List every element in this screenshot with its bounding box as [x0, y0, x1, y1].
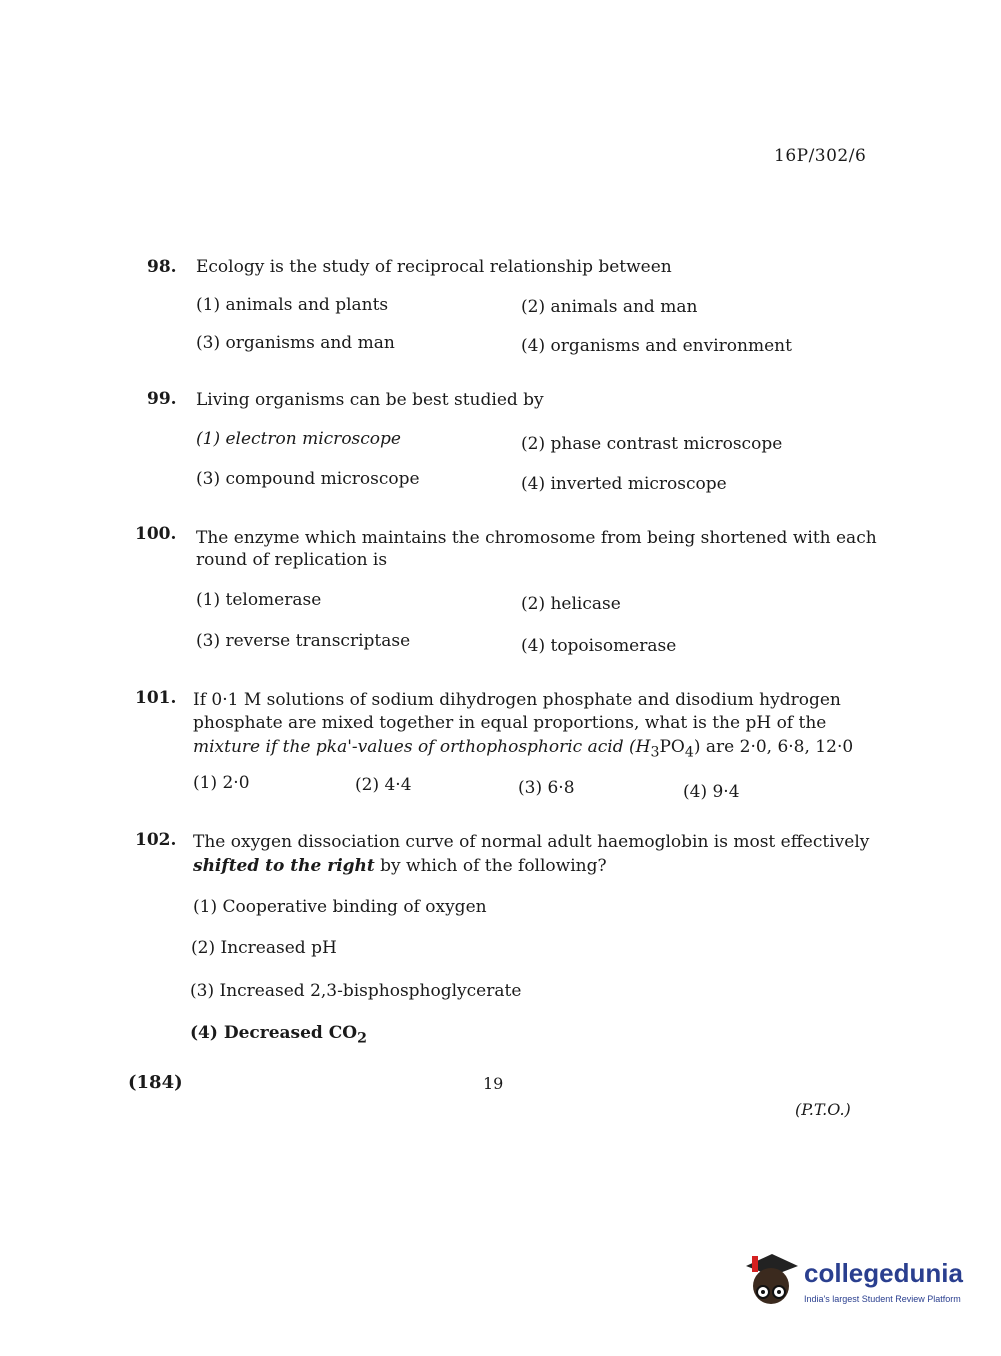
pto-note: (P.T.O.) — [795, 1100, 851, 1119]
option: (2) animals and man — [521, 297, 698, 317]
page-number: 19 — [483, 1074, 504, 1093]
question-text-segment: ) are 2·0, 6·8, 12·0 — [693, 737, 854, 757]
option: (4) topoisomerase — [521, 636, 677, 656]
option: (2) 4·4 — [355, 775, 412, 795]
question-number: 101. — [135, 688, 177, 708]
question-text-emphasis: shifted to the right — [193, 856, 375, 876]
option: (4) 9·4 — [683, 782, 740, 802]
option: (1) electron microscope — [196, 429, 401, 449]
option: (2) helicase — [521, 594, 621, 614]
option — [190, 1023, 367, 1046]
option: (1) telomerase — [196, 590, 322, 610]
question-text-segment: by which of the following? — [374, 856, 607, 876]
option: (4) organisms and environment — [521, 336, 792, 356]
subscript: 2 — [357, 1030, 367, 1047]
option: (2) phase contrast microscope — [521, 434, 783, 454]
subscript: 3 — [650, 744, 660, 761]
question-text: The oxygen dissociation curve of normal adult haemoglobin is most effectively — [193, 832, 870, 852]
paper-code: 16P/302/6 — [774, 146, 867, 166]
question-number: 98. — [147, 257, 177, 277]
question-text: The enzyme which maintains the chromosome from being shortened with each — [196, 528, 877, 548]
question-text: Ecology is the study of reciprocal relationship between — [196, 257, 672, 277]
option: (1) Cooperative binding of oxygen — [193, 897, 487, 917]
option: (3) compound microscope — [196, 469, 420, 489]
question-text-segment: PO — [659, 737, 685, 757]
option: (4) inverted microscope — [521, 474, 727, 494]
option: (3) Increased 2,3-bisphosphoglycerate — [190, 981, 522, 1001]
question-text — [193, 737, 853, 760]
question-number: 102. — [135, 830, 177, 850]
option: (1) animals and plants — [196, 295, 389, 315]
logo-wordmark: collegedunia — [804, 1258, 963, 1288]
mascot-icon — [742, 1250, 800, 1312]
option: (3) organisms and man — [196, 333, 395, 353]
option: (3) 6·8 — [518, 778, 575, 798]
booklet-number: (184) — [128, 1072, 183, 1093]
subscript: 4 — [684, 744, 694, 761]
question-text: round of replication is — [196, 550, 388, 570]
option: (3) reverse transcriptase — [196, 631, 411, 651]
collegedunia-logo — [742, 1250, 972, 1320]
question-text: phosphate are mixed together in equal proportions, what is the pH of the — [193, 713, 827, 733]
question-text: If 0·1 M solutions of sodium dihydrogen phosphate and disodium hydrogen — [193, 690, 841, 710]
question-text: Living organisms can be best studied by — [196, 390, 544, 410]
option-text: (4) Decreased CO — [190, 1023, 358, 1043]
option: (1) 2·0 — [193, 773, 250, 793]
question-text — [193, 856, 607, 876]
question-number: 99. — [147, 389, 177, 409]
question-text-segment: mixture if the pka'-values of orthophosphoric acid (H — [193, 737, 651, 757]
logo-tagline: India's largest Student Review Platform — [804, 1294, 961, 1304]
option: (2) Increased pH — [191, 938, 337, 958]
question-number: 100. — [135, 524, 177, 544]
